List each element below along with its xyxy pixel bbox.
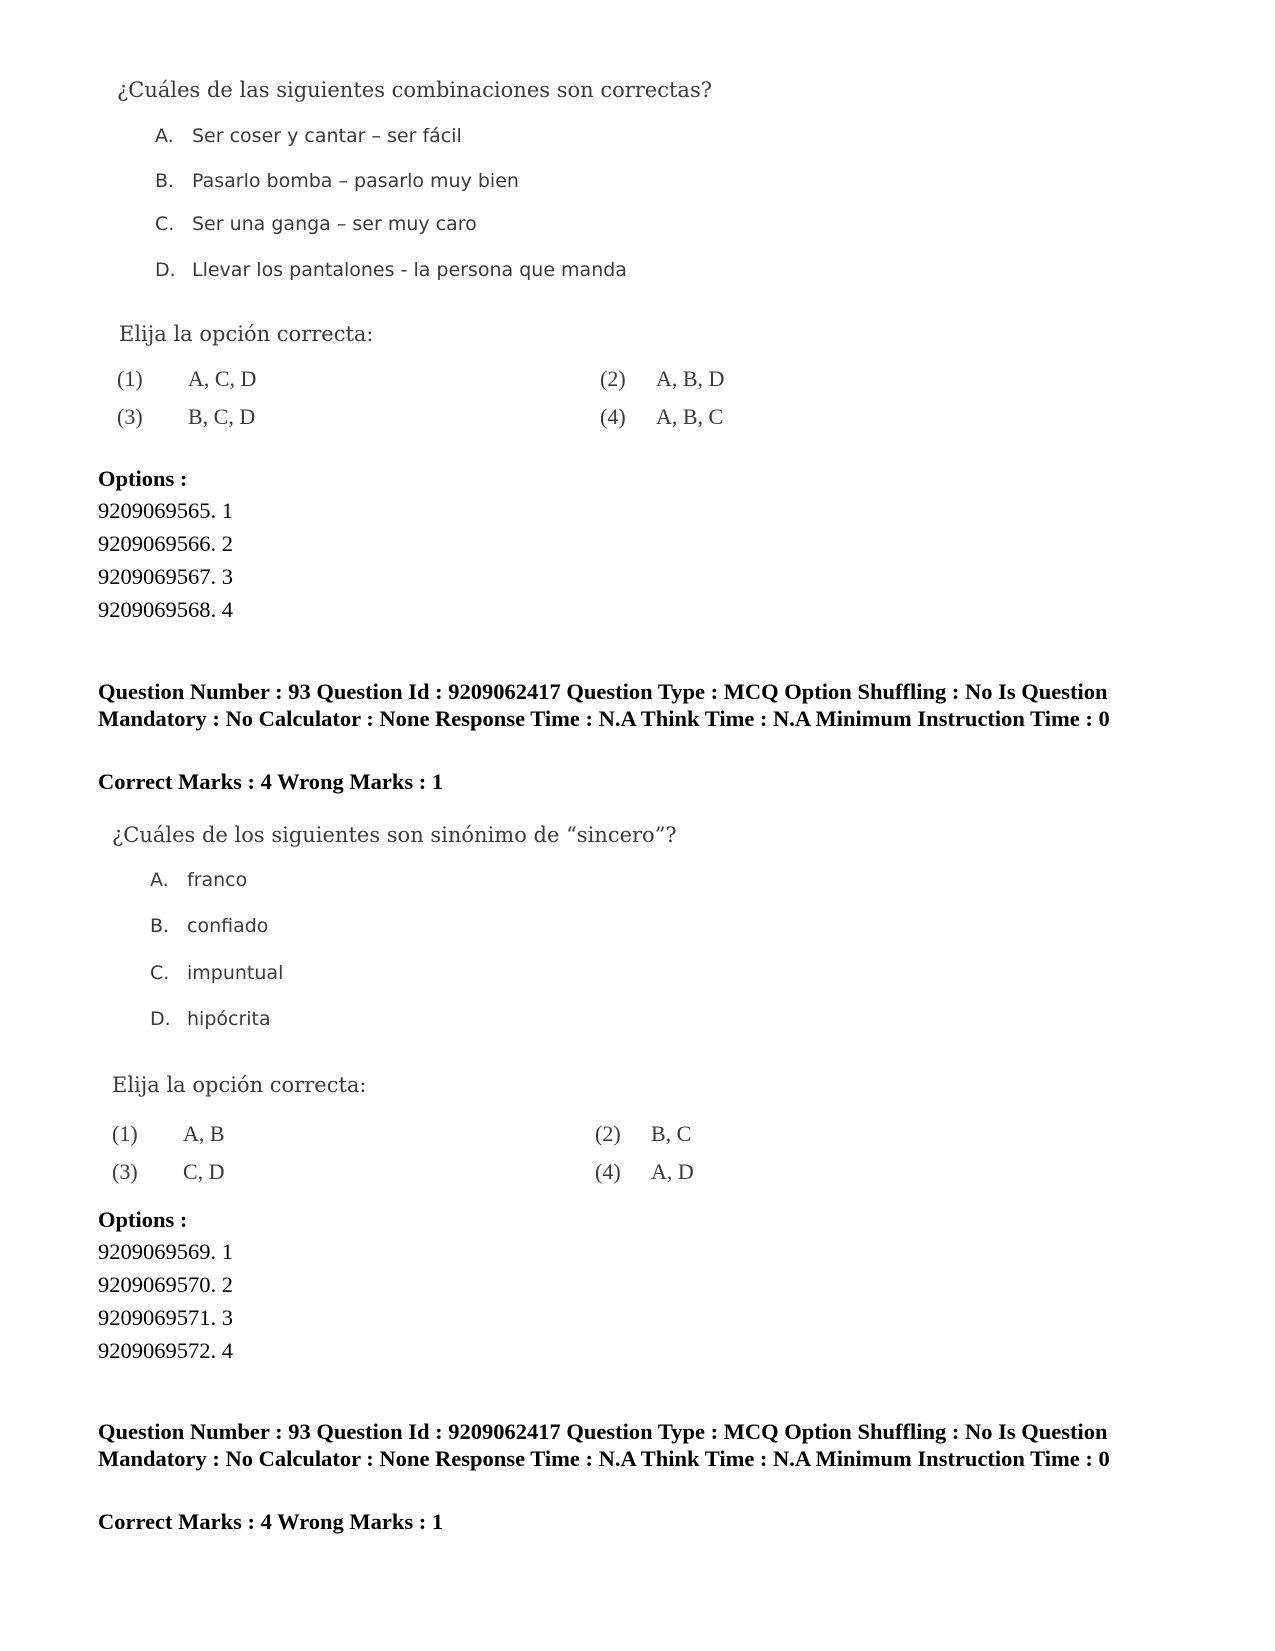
question-meta: Question Number : 93 Question Id : 9209062417 Question Type : MCQ Option Shuffling : No Is Question Mandatory : No Calculator : None Response Time : N.A Think Time : N.A Minimum Instruction Time : 0 xyxy=(98,1419,1110,1471)
choice-1 xyxy=(117,366,256,392)
choice-3 xyxy=(112,1159,225,1185)
choice-number: (3) xyxy=(117,404,143,429)
option-item: 9209069566. 2 xyxy=(98,531,233,556)
choice-number: (1) xyxy=(117,366,143,391)
statement-text: Ser una ganga – ser muy caro xyxy=(192,213,477,235)
marks-line: Correct Marks : 4 Wrong Marks : 1 xyxy=(98,769,444,794)
question-text: ¿Cuáles de las siguientes combinaciones son correctas? xyxy=(117,78,712,102)
statement-text: confiado xyxy=(187,915,269,937)
option-item: 9209069565. 1 xyxy=(98,498,233,523)
choice-number: (3) xyxy=(112,1159,138,1184)
statement-d xyxy=(155,259,627,281)
choice-number: (4) xyxy=(600,404,626,429)
statement-letter: B. xyxy=(150,915,170,937)
statement-letter: A. xyxy=(155,125,174,147)
options-label: Options : xyxy=(98,1207,188,1232)
statement-a xyxy=(155,125,462,147)
choice-text: A, B xyxy=(183,1121,225,1146)
choice-2 xyxy=(595,1121,691,1147)
marks-line: Correct Marks : 4 Wrong Marks : 1 xyxy=(98,1509,444,1534)
statement-letter: D. xyxy=(150,1008,171,1030)
statement-letter: A. xyxy=(150,869,169,891)
option-item: 9209069571. 3 xyxy=(98,1305,233,1330)
choice-4 xyxy=(595,1159,694,1185)
choice-text: A, B, C xyxy=(656,404,724,429)
statement-c xyxy=(155,213,477,235)
choice-text: A, C, D xyxy=(188,366,257,391)
statement-a xyxy=(150,869,247,891)
statement-text: Pasarlo bomba – pasarlo muy bien xyxy=(192,170,519,192)
options-label: Options : xyxy=(98,466,188,491)
choice-text: C, D xyxy=(183,1159,225,1184)
statement-text: franco xyxy=(187,869,248,891)
option-item: 9209069567. 3 xyxy=(98,564,233,589)
choice-text: B, C xyxy=(651,1121,692,1146)
choice-number: (4) xyxy=(595,1159,621,1184)
statement-d xyxy=(150,1008,271,1030)
statement-b xyxy=(155,170,519,192)
question-meta: Question Number : 93 Question Id : 9209062417 Question Type : MCQ Option Shuffling : No Is Question Mandatory : No Calculator : None Response Time : N.A Think Time : N.A Minimum Instruction Time : 0 xyxy=(98,679,1110,731)
question-text: ¿Cuáles de los siguientes son sinónimo de “sincero”? xyxy=(112,823,677,847)
choice-4 xyxy=(600,404,723,430)
choice-1 xyxy=(112,1121,225,1147)
choice-number: (1) xyxy=(112,1121,138,1146)
statement-letter: C. xyxy=(150,962,170,984)
statement-letter: B. xyxy=(155,170,175,192)
statement-text: impuntual xyxy=(187,962,284,984)
instruction-text: Elija la opción correcta: xyxy=(119,322,374,346)
choice-number: (2) xyxy=(600,366,626,391)
statement-text: hipócrita xyxy=(187,1008,271,1030)
option-item: 9209069572. 4 xyxy=(98,1338,233,1363)
option-item: 9209069570. 2 xyxy=(98,1272,233,1297)
choice-text: B, C, D xyxy=(188,404,256,429)
option-item: 9209069568. 4 xyxy=(98,597,233,622)
choice-2 xyxy=(600,366,724,392)
choice-number: (2) xyxy=(595,1121,621,1146)
statement-c xyxy=(150,962,283,984)
statement-letter: D. xyxy=(155,259,176,281)
choice-3 xyxy=(117,404,255,430)
option-item: 9209069569. 1 xyxy=(98,1239,233,1264)
statement-text: Llevar los pantalones - la persona que manda xyxy=(192,259,627,281)
statement-b xyxy=(150,915,268,937)
instruction-text: Elija la opción correcta: xyxy=(112,1073,367,1097)
statement-letter: C. xyxy=(155,213,175,235)
choice-text: A, B, D xyxy=(656,366,725,391)
statement-text: Ser coser y cantar – ser fácil xyxy=(192,125,462,147)
choice-text: A, D xyxy=(651,1159,694,1184)
